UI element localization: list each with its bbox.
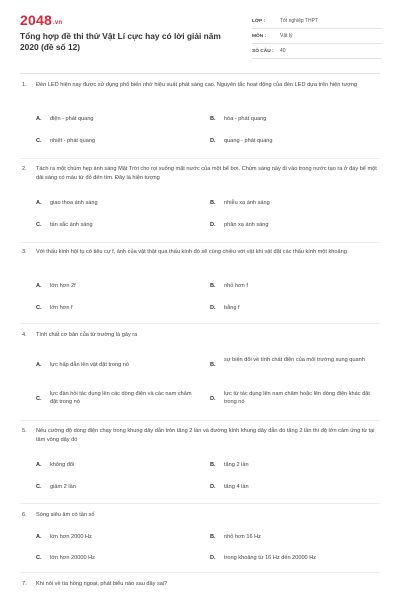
logo-main-text: 2048 — [20, 12, 52, 28]
document-title: Tổng hợp đề thi thử Vật Lí cực hay có lời giải năm 2020 (đề số 12) — [20, 31, 221, 52]
question-text — [22, 580, 378, 589]
question-divider — [20, 158, 380, 159]
option-letter: C. — [36, 222, 42, 228]
question-number: 4. — [22, 332, 27, 338]
question-number: 5. — [22, 428, 27, 434]
question-stem: Khi nói về tia hồng ngoại, phát biểu nào sau đây sai? — [36, 581, 168, 587]
option-letter: B. — [210, 534, 216, 540]
option-text: giảm 2 lần — [50, 484, 76, 490]
meta-value: Tốt nghiệp THPT — [280, 18, 318, 24]
option-letter: C. — [36, 305, 42, 311]
option-letter: A. — [36, 200, 42, 206]
question-number: 7. — [22, 581, 27, 587]
question-number: 3. — [22, 249, 27, 255]
question-text — [22, 81, 378, 90]
option-letter: B. — [210, 116, 216, 122]
question-text — [22, 165, 378, 183]
meta-value: 40 — [280, 48, 286, 54]
question-divider — [20, 420, 380, 421]
option-letter: A. — [36, 362, 42, 368]
meta-row-question-count — [252, 44, 382, 59]
option-letter: D. — [210, 555, 216, 561]
option-letter: C. — [36, 396, 42, 402]
question-number: 1. — [22, 82, 27, 88]
option-text: sự biến đổi về tính chất điện của môi trường xung quanh — [224, 357, 365, 363]
option-text: nhiễu xạ ánh sáng — [224, 200, 270, 206]
option-text: nhiệt - phát quang — [50, 138, 96, 144]
question-text — [22, 331, 378, 340]
option-text: phản xạ ánh sáng — [224, 222, 269, 228]
option-text: quang - phát quang — [224, 138, 273, 144]
option-letter: C. — [36, 555, 42, 561]
option-letter: D. — [210, 484, 216, 490]
option-text: lớn hơn 2f — [50, 283, 76, 289]
option-letter: A. — [36, 283, 42, 289]
meta-row-class — [252, 14, 382, 29]
option-letter: B. — [210, 200, 216, 206]
option-text: điện - phát quang — [50, 116, 94, 122]
question-divider — [20, 503, 380, 504]
meta-value: Vật lý — [280, 33, 293, 39]
question-number: 2. — [22, 166, 27, 172]
option-text: không đổi — [50, 462, 75, 468]
option-text: lớn hơn 2000 Hz — [50, 534, 92, 540]
option-text: tăng 4 lần — [224, 484, 249, 490]
question-divider — [20, 572, 380, 573]
option-text: lực đàn hồi tác dụng lên các dòng điện và các nam châm đặt trong nó — [50, 391, 192, 406]
option-letter: D. — [210, 396, 216, 402]
question-3 — [22, 248, 378, 316]
option-letter: D. — [210, 222, 216, 228]
option-letter: A. — [36, 116, 42, 122]
option-text: lớn hơn 20000 Hz — [50, 555, 95, 561]
meta-key: SỐ CÂU : — [252, 48, 274, 54]
question-stem: Với thấu kính hội tụ có tiêu cự f, ảnh của vật thật qua thấu kính đó sẽ cùng chiều với vật khi vật đặt các thấu kính một khoảng — [36, 249, 347, 255]
site-logo[interactable] — [20, 12, 62, 28]
document-header — [0, 0, 400, 72]
option-text: tán sắc ánh sáng — [50, 222, 93, 228]
question-stem: Nếu cường độ dòng điện chạy trong khung dây dẫn tròn tăng 2 lần và đường kính khung dây dẫn đó tăng 2 lần thì độ lớn cảm ứng từ tại tâm vòng dây đó — [36, 428, 375, 444]
option-letter: A. — [36, 462, 42, 468]
option-letter: B. — [210, 362, 216, 368]
option-letter: C. — [36, 484, 42, 490]
option-text: lực hấp dẫn lên vật đặt trong nó — [50, 362, 130, 368]
question-7 — [22, 580, 378, 594]
option-letter: B. — [210, 462, 216, 468]
question-2 — [22, 165, 378, 233]
option-letter: D. — [210, 305, 216, 311]
option-text: giao thoa ánh sáng — [50, 200, 98, 206]
question-divider — [20, 242, 380, 243]
option-text: hóa - phát quang — [224, 116, 267, 122]
option-letter: D. — [210, 138, 216, 144]
option-text: lực từ tác dụng lên nam châm hoặc lên dòng điện khác đặt trong nó — [224, 391, 370, 406]
option-text: bằng f — [224, 305, 240, 311]
question-6 — [22, 511, 378, 567]
question-stem: Tính chất cơ bản của từ trường là gây ra — [36, 332, 138, 338]
meta-key: LỚP : — [252, 18, 266, 24]
question-4 — [22, 331, 378, 415]
question-text — [22, 248, 378, 257]
header-divider — [20, 73, 380, 74]
meta-key: MÔN : — [252, 33, 267, 39]
question-stem: Sóng siêu âm có tần số — [36, 512, 95, 518]
question-stem: Tách ra một chùm hẹp ánh sáng Mặt Trời cho rọi xuống mặt nước của một bể bơi. Chùm sáng này đi vào trong nước tạo ra ở đáy bể một dải sáng có màu từ đỏ đến tím. Đây là hiện tượng — [36, 166, 377, 182]
question-5 — [22, 427, 378, 495]
logo-suffix-text: .vn — [52, 20, 63, 26]
question-1 — [22, 81, 378, 149]
meta-row-subject — [252, 29, 382, 44]
option-letter: C. — [36, 138, 42, 144]
question-text — [22, 511, 378, 520]
question-number: 6. — [22, 512, 27, 518]
option-text: tăng 2 lần — [224, 462, 249, 468]
option-text: lớn hơn f — [50, 305, 73, 311]
option-text: trong khoảng từ 16 Hz đến 20000 Hz — [224, 555, 317, 561]
option-text: nhỏ hơn f — [224, 283, 248, 289]
option-text: nhỏ hơn 16 Hz — [224, 534, 261, 540]
question-divider — [20, 323, 380, 324]
option-letter: B. — [210, 283, 216, 289]
document-meta-table — [252, 14, 382, 59]
option-letter: A. — [36, 534, 42, 540]
question-stem: Đèn LED hiện nay được sử dụng phổ biến nhờ hiệu suất phát sáng cao. Nguyên tắc hoạt động của đèn LED dựa trên hiện tượng — [36, 82, 358, 88]
question-text — [22, 427, 378, 445]
